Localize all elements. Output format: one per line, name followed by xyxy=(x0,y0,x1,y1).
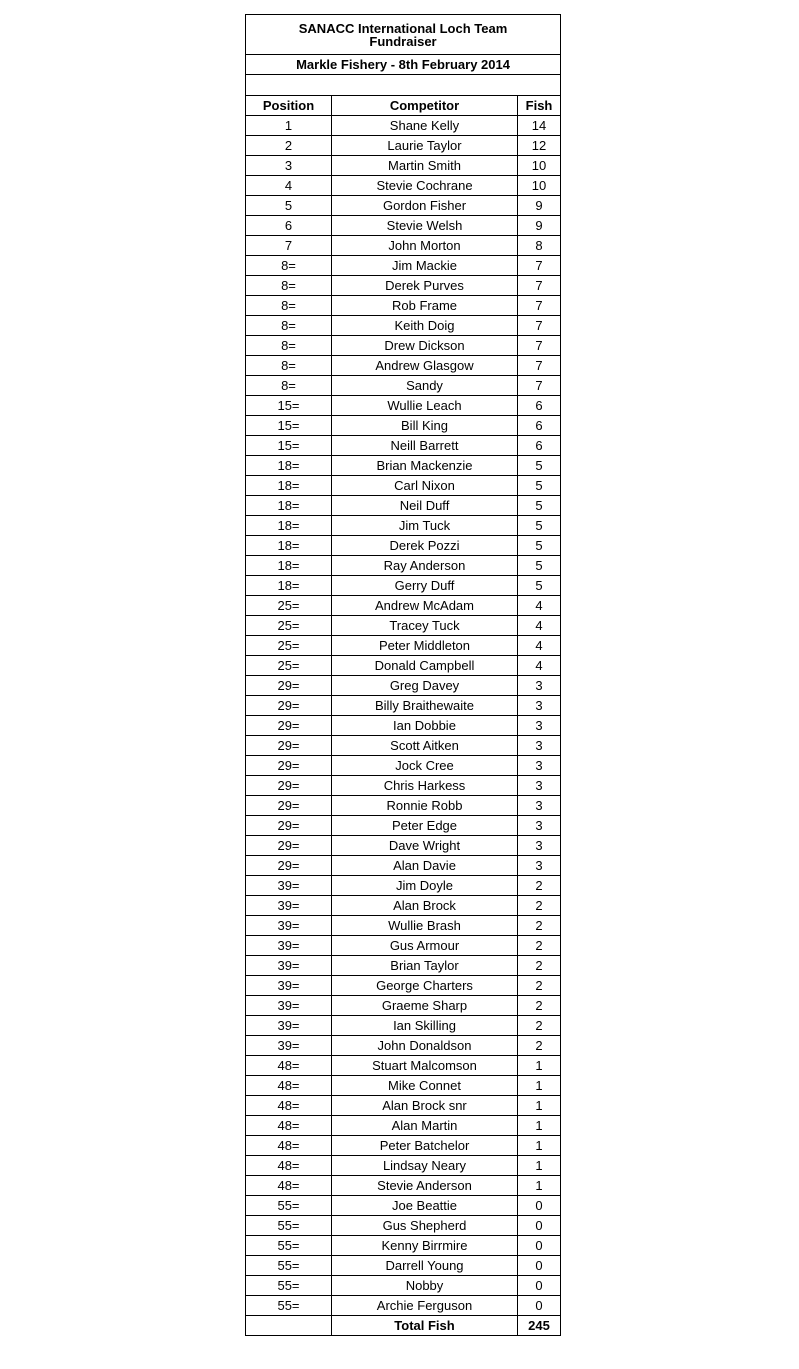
competitor-cell: Jim Mackie xyxy=(332,256,518,276)
competitor-cell: Scott Aitken xyxy=(332,736,518,756)
table-row xyxy=(246,156,561,176)
table-row xyxy=(246,1056,561,1076)
table-row xyxy=(246,1256,561,1276)
fish-cell: 7 xyxy=(518,316,561,336)
competitor-cell: Sandy xyxy=(332,376,518,396)
table-row xyxy=(246,776,561,796)
fish-cell: 6 xyxy=(518,436,561,456)
table-row xyxy=(246,376,561,396)
fish-cell: 0 xyxy=(518,1196,561,1216)
table-row xyxy=(246,756,561,776)
fish-cell: 1 xyxy=(518,1056,561,1076)
fish-cell: 1 xyxy=(518,1176,561,1196)
fish-cell: 2 xyxy=(518,1036,561,1056)
position-cell: 8= xyxy=(246,376,332,396)
competitor-cell: Alan Martin xyxy=(332,1116,518,1136)
competitor-cell: Andrew McAdam xyxy=(332,596,518,616)
table-row xyxy=(246,416,561,436)
fish-cell: 0 xyxy=(518,1276,561,1296)
title-line-2: Fundraiser xyxy=(369,33,437,49)
fish-cell: 9 xyxy=(518,216,561,236)
sheet-subtitle: Markle Fishery - 8th February 2014 xyxy=(246,55,561,75)
table-row xyxy=(246,536,561,556)
position-cell: 8= xyxy=(246,296,332,316)
position-cell: 29= xyxy=(246,796,332,816)
table-row xyxy=(246,1156,561,1176)
competitor-cell: Wullie Brash xyxy=(332,916,518,936)
position-cell: 48= xyxy=(246,1056,332,1076)
fish-cell: 4 xyxy=(518,636,561,656)
fish-cell: 7 xyxy=(518,356,561,376)
sheet-title xyxy=(246,15,561,55)
table-row xyxy=(246,676,561,696)
fish-cell: 5 xyxy=(518,456,561,476)
competitor-cell: Jim Tuck xyxy=(332,516,518,536)
position-cell: 48= xyxy=(246,1096,332,1116)
position-cell: 39= xyxy=(246,916,332,936)
position-cell: 55= xyxy=(246,1216,332,1236)
table-row xyxy=(246,1236,561,1256)
competitor-cell: Jim Doyle xyxy=(332,876,518,896)
fish-cell: 10 xyxy=(518,176,561,196)
table-row xyxy=(246,996,561,1016)
position-cell: 3 xyxy=(246,156,332,176)
position-cell: 55= xyxy=(246,1236,332,1256)
table-row xyxy=(246,616,561,636)
position-cell: 8= xyxy=(246,336,332,356)
competitor-cell: Ray Anderson xyxy=(332,556,518,576)
table-row xyxy=(246,736,561,756)
fish-cell: 2 xyxy=(518,976,561,996)
table-row xyxy=(246,436,561,456)
position-cell: 39= xyxy=(246,996,332,1016)
fish-cell: 3 xyxy=(518,836,561,856)
table-row xyxy=(246,596,561,616)
competitor-cell: Greg Davey xyxy=(332,676,518,696)
table-row xyxy=(246,1216,561,1236)
position-cell: 18= xyxy=(246,496,332,516)
header-position: Position xyxy=(246,96,332,116)
table-row xyxy=(246,856,561,876)
table-row xyxy=(246,1276,561,1296)
fish-cell: 2 xyxy=(518,876,561,896)
competitor-cell: Derek Purves xyxy=(332,276,518,296)
position-cell: 18= xyxy=(246,536,332,556)
fish-cell: 1 xyxy=(518,1096,561,1116)
fish-cell: 4 xyxy=(518,596,561,616)
fish-cell: 2 xyxy=(518,896,561,916)
position-cell: 48= xyxy=(246,1076,332,1096)
fish-cell: 3 xyxy=(518,696,561,716)
table-row xyxy=(246,136,561,156)
table-row xyxy=(246,356,561,376)
table-row xyxy=(246,236,561,256)
position-cell: 8= xyxy=(246,256,332,276)
position-cell: 29= xyxy=(246,836,332,856)
position-cell: 29= xyxy=(246,676,332,696)
competitor-cell: Joe Beattie xyxy=(332,1196,518,1216)
table-row xyxy=(246,176,561,196)
competitor-cell: Darrell Young xyxy=(332,1256,518,1276)
competitor-cell: Laurie Taylor xyxy=(332,136,518,156)
competitor-cell: Peter Edge xyxy=(332,816,518,836)
fish-cell: 10 xyxy=(518,156,561,176)
competitor-cell: Dave Wright xyxy=(332,836,518,856)
competitor-cell: Ian Skilling xyxy=(332,1016,518,1036)
competitor-cell: Lindsay Neary xyxy=(332,1156,518,1176)
total-empty-cell xyxy=(246,1316,332,1336)
table-row xyxy=(246,276,561,296)
competitor-cell: Stevie Cochrane xyxy=(332,176,518,196)
competitor-cell: George Charters xyxy=(332,976,518,996)
competitor-cell: Kenny Birrmire xyxy=(332,1236,518,1256)
header-row xyxy=(246,96,561,116)
position-cell: 8= xyxy=(246,276,332,296)
position-cell: 1 xyxy=(246,116,332,136)
position-cell: 29= xyxy=(246,856,332,876)
competitor-cell: Rob Frame xyxy=(332,296,518,316)
competitor-cell: Carl Nixon xyxy=(332,476,518,496)
table-row xyxy=(246,816,561,836)
table-row xyxy=(246,396,561,416)
fish-cell: 3 xyxy=(518,756,561,776)
table-row xyxy=(246,1016,561,1036)
position-cell: 18= xyxy=(246,456,332,476)
competitor-cell: Martin Smith xyxy=(332,156,518,176)
fish-cell: 8 xyxy=(518,236,561,256)
position-cell: 25= xyxy=(246,636,332,656)
position-cell: 2 xyxy=(246,136,332,156)
table-row xyxy=(246,456,561,476)
position-cell: 39= xyxy=(246,1016,332,1036)
competitor-cell: Peter Middleton xyxy=(332,636,518,656)
position-cell: 29= xyxy=(246,816,332,836)
results-table xyxy=(245,14,561,1336)
fish-cell: 3 xyxy=(518,676,561,696)
position-cell: 48= xyxy=(246,1156,332,1176)
position-cell: 29= xyxy=(246,756,332,776)
table-row xyxy=(246,1196,561,1216)
competitor-cell: Stevie Welsh xyxy=(332,216,518,236)
competitor-cell: Andrew Glasgow xyxy=(332,356,518,376)
fish-cell: 14 xyxy=(518,116,561,136)
position-cell: 25= xyxy=(246,656,332,676)
position-cell: 29= xyxy=(246,736,332,756)
fish-cell: 4 xyxy=(518,616,561,636)
table-row xyxy=(246,576,561,596)
fish-cell: 5 xyxy=(518,536,561,556)
competitor-cell: Neill Barrett xyxy=(332,436,518,456)
total-label: Total Fish xyxy=(332,1316,518,1336)
position-cell: 18= xyxy=(246,516,332,536)
table-row xyxy=(246,196,561,216)
competitor-cell: John Donaldson xyxy=(332,1036,518,1056)
competitor-cell: Alan Davie xyxy=(332,856,518,876)
position-cell: 18= xyxy=(246,476,332,496)
position-cell: 15= xyxy=(246,396,332,416)
fish-cell: 2 xyxy=(518,916,561,936)
competitor-cell: Ian Dobbie xyxy=(332,716,518,736)
table-row xyxy=(246,1096,561,1116)
fish-cell: 7 xyxy=(518,276,561,296)
competitor-cell: Keith Doig xyxy=(332,316,518,336)
competitor-cell: Wullie Leach xyxy=(332,396,518,416)
header-competitor: Competitor xyxy=(332,96,518,116)
table-row xyxy=(246,296,561,316)
competitor-cell: Peter Batchelor xyxy=(332,1136,518,1156)
fish-cell: 7 xyxy=(518,256,561,276)
competitor-cell: Ronnie Robb xyxy=(332,796,518,816)
table-row xyxy=(246,1176,561,1196)
competitor-cell: Alan Brock snr xyxy=(332,1096,518,1116)
blank-row xyxy=(246,75,561,96)
competitor-cell: Nobby xyxy=(332,1276,518,1296)
fish-cell: 5 xyxy=(518,576,561,596)
table-row xyxy=(246,836,561,856)
competitor-cell: Tracey Tuck xyxy=(332,616,518,636)
competitor-cell: Gerry Duff xyxy=(332,576,518,596)
position-cell: 25= xyxy=(246,596,332,616)
fish-cell: 1 xyxy=(518,1136,561,1156)
fish-cell: 3 xyxy=(518,736,561,756)
position-cell: 4 xyxy=(246,176,332,196)
position-cell: 15= xyxy=(246,416,332,436)
competitor-cell: Chris Harkess xyxy=(332,776,518,796)
table-row xyxy=(246,216,561,236)
table-row xyxy=(246,316,561,336)
position-cell: 55= xyxy=(246,1276,332,1296)
table-row xyxy=(246,956,561,976)
fish-cell: 3 xyxy=(518,856,561,876)
fish-cell: 9 xyxy=(518,196,561,216)
fish-cell: 1 xyxy=(518,1116,561,1136)
competitor-cell: Alan Brock xyxy=(332,896,518,916)
position-cell: 39= xyxy=(246,976,332,996)
table-row xyxy=(246,336,561,356)
table-row xyxy=(246,936,561,956)
competitor-cell: Graeme Sharp xyxy=(332,996,518,1016)
competitor-cell: Gus Armour xyxy=(332,936,518,956)
table-row xyxy=(246,1296,561,1316)
header-fish: Fish xyxy=(518,96,561,116)
total-value: 245 xyxy=(518,1316,561,1336)
position-cell: 18= xyxy=(246,576,332,596)
total-row xyxy=(246,1316,561,1336)
table-row xyxy=(246,116,561,136)
table-row xyxy=(246,496,561,516)
competitor-cell: Stevie Anderson xyxy=(332,1176,518,1196)
table-row xyxy=(246,796,561,816)
competitor-cell: Derek Pozzi xyxy=(332,536,518,556)
fish-cell: 7 xyxy=(518,376,561,396)
fish-cell: 3 xyxy=(518,816,561,836)
table-row xyxy=(246,516,561,536)
fish-cell: 2 xyxy=(518,996,561,1016)
competitor-cell: Neil Duff xyxy=(332,496,518,516)
competitor-cell: Mike Connet xyxy=(332,1076,518,1096)
competitor-cell: Shane Kelly xyxy=(332,116,518,136)
fish-cell: 7 xyxy=(518,336,561,356)
fish-cell: 2 xyxy=(518,956,561,976)
fish-cell: 3 xyxy=(518,776,561,796)
fish-cell: 12 xyxy=(518,136,561,156)
fish-cell: 4 xyxy=(518,656,561,676)
fish-cell: 2 xyxy=(518,1016,561,1036)
table-row xyxy=(246,876,561,896)
fish-cell: 0 xyxy=(518,1236,561,1256)
table-row xyxy=(246,1076,561,1096)
fish-cell: 6 xyxy=(518,396,561,416)
position-cell: 29= xyxy=(246,716,332,736)
position-cell: 39= xyxy=(246,1036,332,1056)
position-cell: 48= xyxy=(246,1136,332,1156)
fish-cell: 1 xyxy=(518,1156,561,1176)
position-cell: 8= xyxy=(246,356,332,376)
competitor-cell: Brian Taylor xyxy=(332,956,518,976)
fish-cell: 5 xyxy=(518,496,561,516)
position-cell: 5 xyxy=(246,196,332,216)
table-row xyxy=(246,896,561,916)
position-cell: 29= xyxy=(246,696,332,716)
fish-cell: 6 xyxy=(518,416,561,436)
competitor-cell: Stuart Malcomson xyxy=(332,1056,518,1076)
table-row xyxy=(246,476,561,496)
fish-cell: 1 xyxy=(518,1076,561,1096)
fish-cell: 3 xyxy=(518,796,561,816)
title-line-1: SANACC International Loch Team xyxy=(298,20,508,36)
fish-cell: 0 xyxy=(518,1216,561,1236)
table-row xyxy=(246,1036,561,1056)
competitor-cell: Billy Braithewaite xyxy=(332,696,518,716)
fish-cell: 5 xyxy=(518,516,561,536)
table-row xyxy=(246,916,561,936)
position-cell: 55= xyxy=(246,1196,332,1216)
position-cell: 48= xyxy=(246,1176,332,1196)
table-row xyxy=(246,656,561,676)
fish-cell: 0 xyxy=(518,1256,561,1276)
table-row xyxy=(246,1116,561,1136)
fish-cell: 5 xyxy=(518,476,561,496)
table-row xyxy=(246,1136,561,1156)
fish-cell: 2 xyxy=(518,936,561,956)
competitor-cell: Drew Dickson xyxy=(332,336,518,356)
competitor-cell: Gordon Fisher xyxy=(332,196,518,216)
table-row xyxy=(246,256,561,276)
position-cell: 29= xyxy=(246,776,332,796)
competitor-cell: John Morton xyxy=(332,236,518,256)
position-cell: 15= xyxy=(246,436,332,456)
position-cell: 7 xyxy=(246,236,332,256)
position-cell: 39= xyxy=(246,876,332,896)
position-cell: 55= xyxy=(246,1296,332,1316)
competitor-cell: Donald Campbell xyxy=(332,656,518,676)
competitor-cell: Brian Mackenzie xyxy=(332,456,518,476)
position-cell: 39= xyxy=(246,896,332,916)
position-cell: 18= xyxy=(246,556,332,576)
table-row xyxy=(246,696,561,716)
fish-cell: 7 xyxy=(518,296,561,316)
position-cell: 6 xyxy=(246,216,332,236)
competitor-cell: Gus Shepherd xyxy=(332,1216,518,1236)
competitor-cell: Jock Cree xyxy=(332,756,518,776)
position-cell: 55= xyxy=(246,1256,332,1276)
position-cell: 48= xyxy=(246,1116,332,1136)
table-row xyxy=(246,636,561,656)
fish-cell: 0 xyxy=(518,1296,561,1316)
fish-cell: 5 xyxy=(518,556,561,576)
position-cell: 8= xyxy=(246,316,332,336)
fish-cell: 3 xyxy=(518,716,561,736)
competitor-cell: Archie Ferguson xyxy=(332,1296,518,1316)
table-row xyxy=(246,716,561,736)
table-row xyxy=(246,976,561,996)
position-cell: 39= xyxy=(246,956,332,976)
position-cell: 25= xyxy=(246,616,332,636)
competitor-cell: Bill King xyxy=(332,416,518,436)
position-cell: 39= xyxy=(246,936,332,956)
table-row xyxy=(246,556,561,576)
